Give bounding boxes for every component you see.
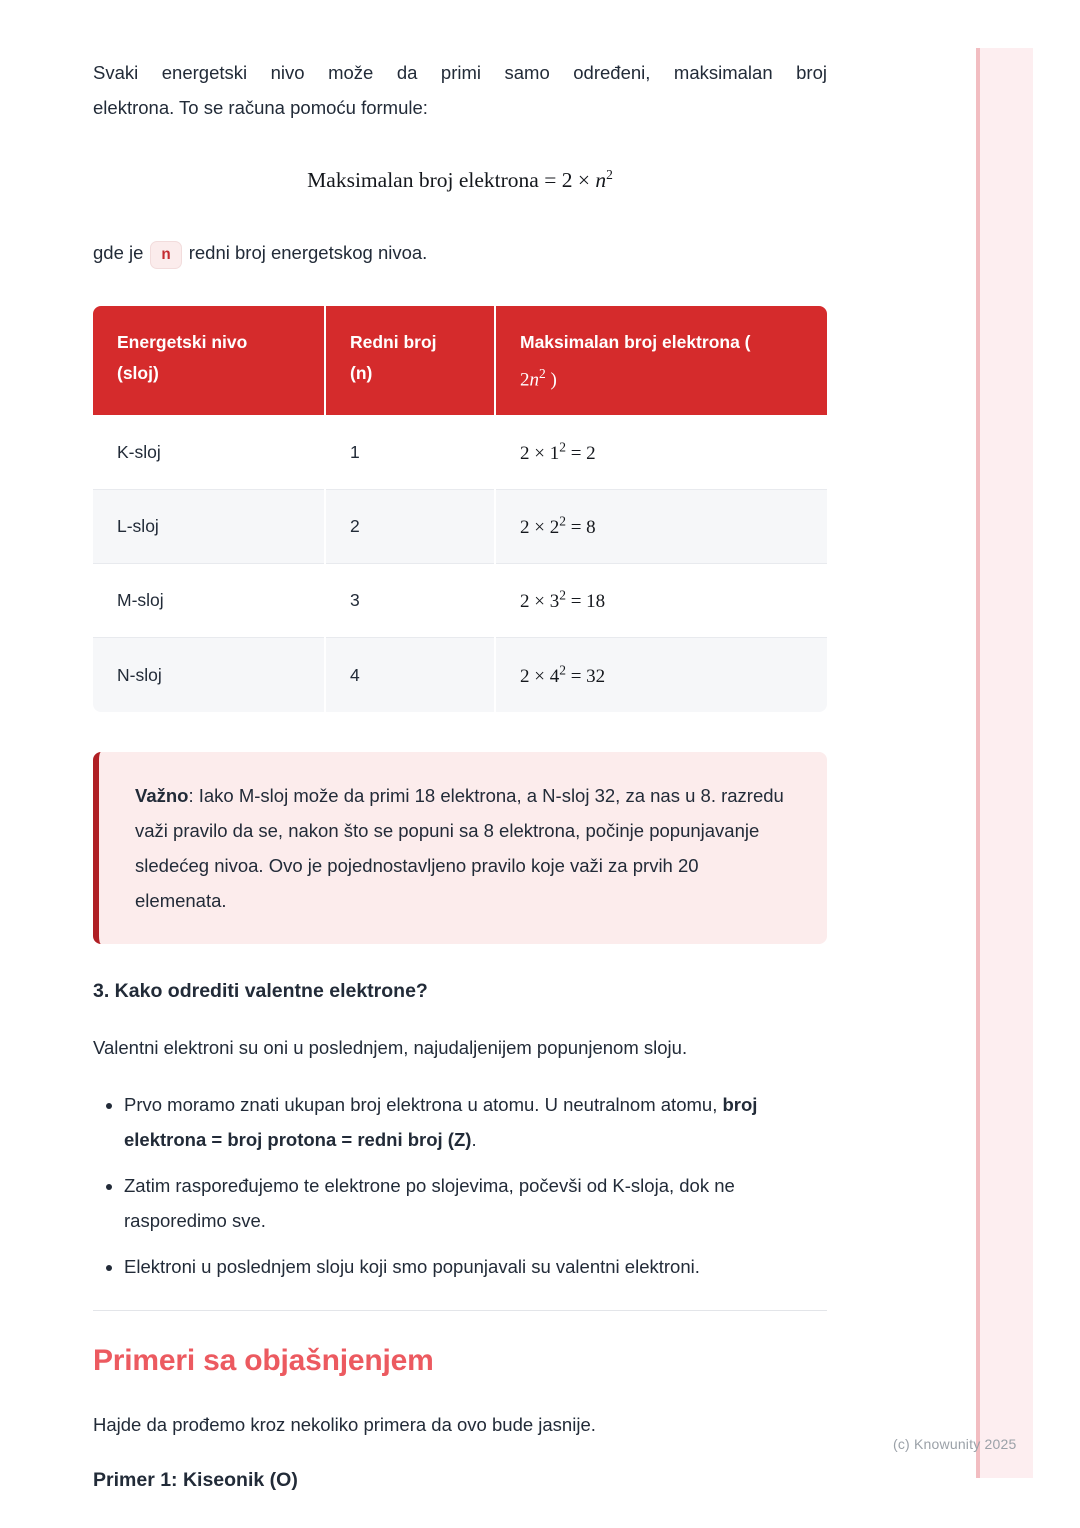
header-max-electrons: [495, 306, 827, 415]
n-variable-badge: n: [150, 241, 181, 269]
max-electrons-formula: [93, 167, 827, 193]
bullet-2-text: Zatim raspoređujemo te elektrone po slojevima, počevši od K-sloja, dok ne rasporedimo sve.: [124, 1174, 735, 1231]
header-energy-level-line1: Energetski nivo: [117, 332, 248, 353]
content-column: [93, 0, 827, 1492]
list-item-1: [124, 1087, 827, 1157]
examples-intro: Hajde da prođemo kroz nekoliko primera da ovo bude jasnije.: [93, 1413, 596, 1435]
header-math-close: ): [545, 369, 557, 391]
header-math-exp: 2: [539, 366, 546, 382]
bullet-1-bold: broj elektrona = broj protona = redni broj (Z): [124, 1093, 758, 1150]
cell-n: 4: [325, 638, 495, 712]
cell-n: 1: [325, 415, 495, 489]
callout-body: : Iako M-sloj može da primi 18 elektrona, a N-sloj 32, za nas u 8. razredu važi pravilo da se, nakon što se popuni sa 8 elektrona, počinje popunjavanje sledećeg nivoa. Ovo je pojednostavljeno pravilo koje važi za prvih 20 elemenata.: [135, 784, 784, 911]
cell-layer: L-sloj: [93, 489, 325, 563]
intro-line-1: Svaki energetski nivo može da primi samo određeni, maksimalan broj: [93, 62, 827, 83]
calc-expression: $2 \times 4^2 = 32$: [520, 662, 606, 687]
calc-expression: $2 \times 3^2 = 18$: [520, 588, 606, 613]
electron-levels-table: [93, 306, 827, 712]
list-item-2: [124, 1168, 827, 1238]
calc-expression: $2 \times 1^2 = 2$: [520, 439, 596, 464]
cell-calc: [495, 564, 827, 638]
table-row-l: [93, 489, 827, 563]
table-row-n: [93, 638, 827, 712]
intro-line-2: elektrona. To se računa pomoću formule:: [93, 97, 428, 118]
valence-steps-list: [93, 1087, 827, 1284]
valence-paragraph: Valentni elektroni su oni u poslednjem, najudaljenijem popunjenom sloju.: [93, 1036, 688, 1058]
table-row-k: [93, 415, 827, 489]
cell-n: 3: [325, 564, 495, 638]
header-max-electrons-line1: Maksimalan broj elektrona (: [520, 332, 751, 353]
cell-calc: [495, 638, 827, 712]
cell-n: 2: [325, 489, 495, 563]
formula-exponent: 2: [606, 167, 613, 182]
section-divider: [93, 1310, 827, 1311]
bullet-1-text: Prvo moramo znati ukupan broj elektrona u atomu. U neutralnom atomu,: [124, 1093, 723, 1115]
examples-heading: Primeri sa objašnjenjem: [93, 1343, 434, 1377]
formula-prefix: Maksimalan broj elektrona = 2 ×: [307, 168, 596, 193]
header-math-var: n: [529, 369, 539, 391]
important-callout: [93, 752, 827, 944]
header-math-coeff: 2: [520, 369, 530, 391]
header-ordinal-line2: (n): [350, 363, 373, 384]
callout-label: Važno: [135, 784, 189, 806]
header-ordinal-line1: Redni broj: [350, 332, 437, 353]
where-before: gde je: [93, 242, 144, 264]
example-1-title: Primer 1: Kiseonik (O): [93, 1468, 298, 1491]
cell-layer: K-sloj: [93, 415, 325, 489]
table-header-row: [93, 306, 827, 415]
electron-levels-table-grid: [93, 306, 827, 712]
calc-expression: $2 \times 2^2 = 8$: [520, 513, 596, 539]
cell-layer: N-sloj: [93, 638, 325, 712]
table-row-m: [93, 564, 827, 638]
list-item-3: [124, 1249, 827, 1284]
cell-calc: [495, 489, 827, 563]
header-max-electrons-math: [520, 358, 803, 395]
formula-variable: n: [595, 168, 607, 193]
page-edge-strip: [976, 48, 1033, 1478]
cell-layer: M-sloj: [93, 564, 325, 638]
header-energy-level-line2: (sloj): [117, 363, 159, 384]
where-after: redni broj energetskog nivoa.: [188, 242, 428, 264]
header-energy-level: [93, 306, 325, 415]
bullet-1-tail: .: [471, 1128, 477, 1150]
cell-calc: [495, 415, 827, 489]
where-line: [93, 235, 827, 270]
header-ordinal-number: [325, 306, 495, 415]
callout-text: [135, 778, 791, 918]
copyright-watermark: (c) Knowunity 2025: [893, 1436, 1017, 1452]
bullet-3-text: Elektroni u poslednjem sloju koji smo popunjavali su valentni elektroni.: [124, 1255, 700, 1277]
intro-paragraph: [93, 55, 827, 125]
section-3-heading: 3. Kako odrediti valentne elektrone?: [93, 979, 428, 1002]
